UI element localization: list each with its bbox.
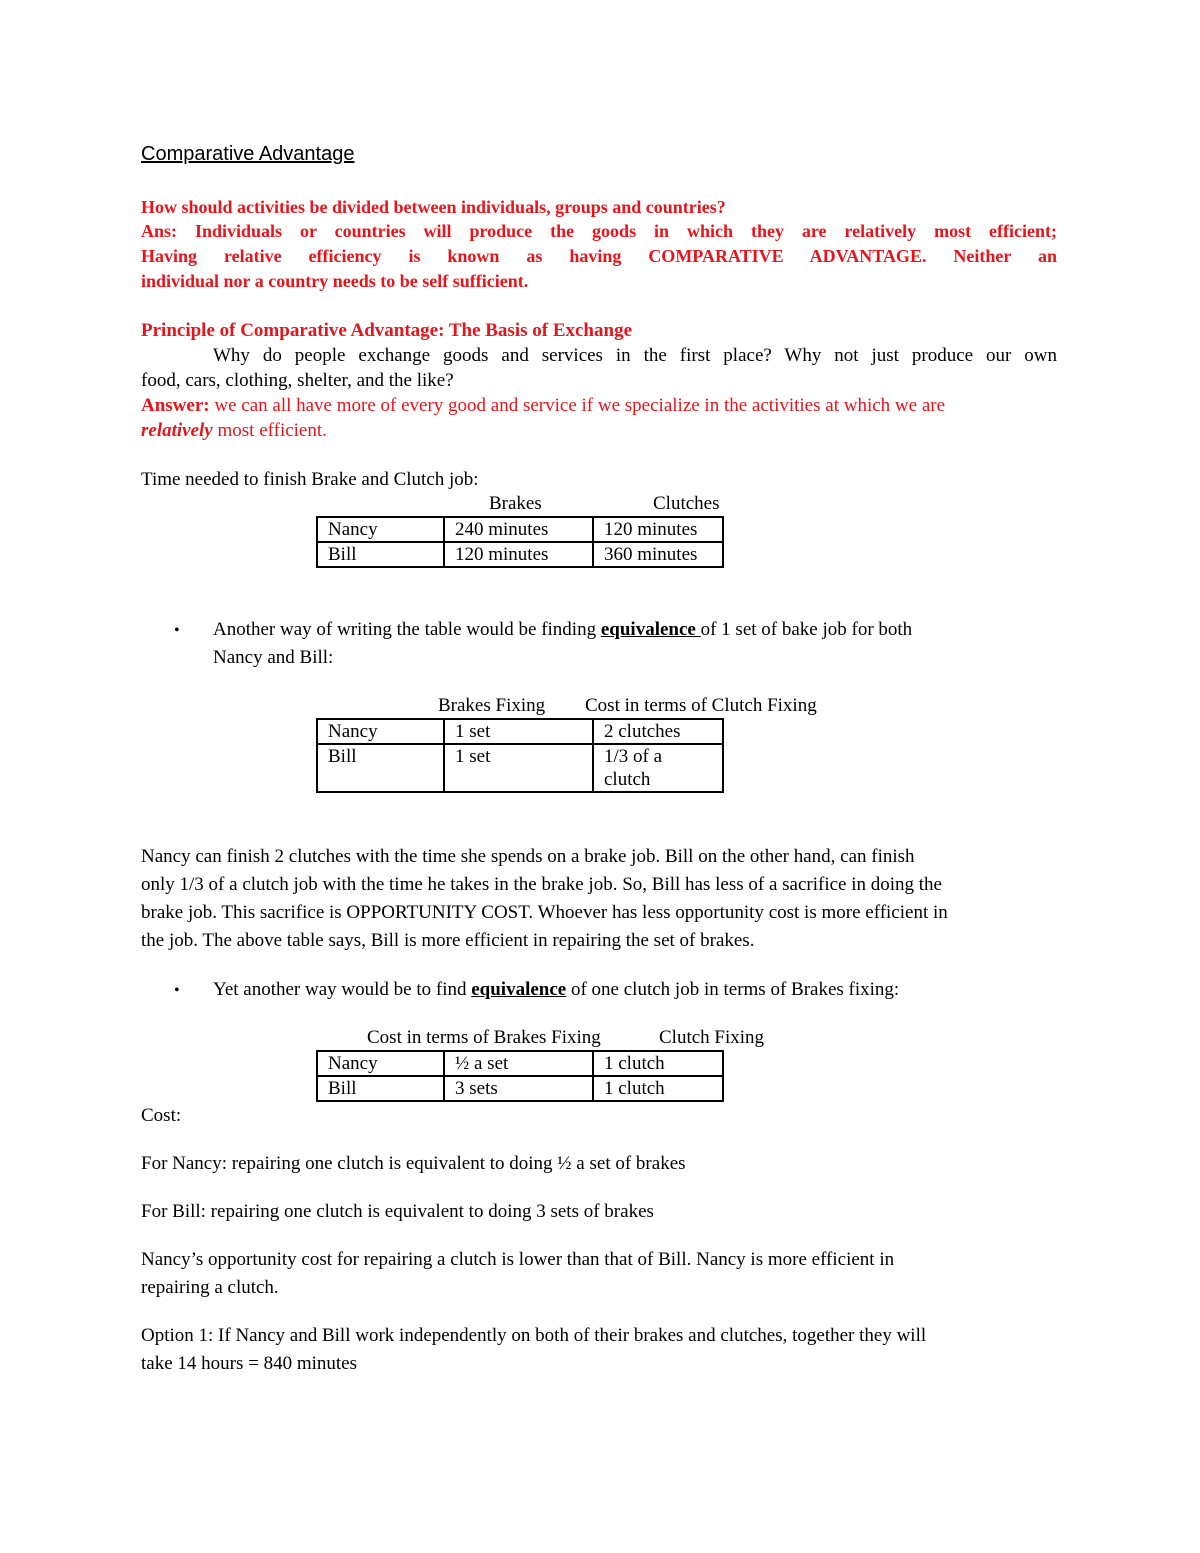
answer-line-1: Ans: Individuals or countries will produce the goods in which they are relatively most efficient;: [141, 221, 1057, 241]
answer-line-2: Having relative efficiency is known as having COMPARATIVE ADVANTAGE. Neither an: [141, 246, 1057, 266]
bullet2-text-after: of one clutch job in terms of Brakes fixing:: [566, 979, 900, 1000]
paragraph-line-3: brake job. This sacrifice is OPPORTUNITY COST. Whoever has less opportunity cost is more efficient in: [141, 902, 948, 923]
table-cell: 1 set: [444, 719, 593, 744]
question-text: How should activities be divided between individuals, groups and countries?: [141, 197, 726, 217]
table1-header-clutches: Clutches: [653, 493, 720, 514]
table-row: [317, 1076, 723, 1101]
table-cell: Nancy: [317, 517, 444, 542]
table-cell: 120 minutes: [593, 517, 723, 542]
table-cell: Bill: [317, 1076, 444, 1101]
answer2-text: we can all have more of every good and service if we specialize in the activities at which we are: [209, 395, 946, 416]
bullet2-emphasis: equivalence: [471, 979, 567, 1000]
table-cell: 240 minutes: [444, 517, 593, 542]
bullet-dot-1: •: [174, 622, 180, 639]
answer2-line-2: [141, 420, 327, 442]
table2-header-cost: Cost in terms of Clutch Fixing: [585, 695, 817, 716]
table-row: [317, 1051, 723, 1076]
answer2-text-2: most efficient.: [212, 420, 327, 441]
cell-line: 1/3 of a: [604, 746, 663, 767]
cost-bill: For Bill: repairing one clutch is equivalent to doing 3 sets of brakes: [141, 1201, 654, 1222]
cost-label: Cost:: [141, 1105, 182, 1126]
table-cell: 360 minutes: [593, 542, 723, 567]
bullet2-line: [213, 979, 899, 1001]
table-cell: 120 minutes: [444, 542, 593, 567]
table3-header-cost: Cost in terms of Brakes Fixing: [367, 1027, 601, 1048]
bullet1-line-2: Nancy and Bill:: [213, 647, 334, 668]
page-title: Comparative Advantage: [141, 143, 355, 165]
table-cell: Nancy: [317, 1051, 444, 1076]
table1: [316, 516, 724, 568]
paragraph-line-2: only 1/3 of a clutch job with the time he takes in the brake job. So, Bill has less of a sacrifice in doing the: [141, 874, 942, 895]
answer2-line-1: [141, 395, 945, 417]
table-cell: 2 clutches: [593, 719, 723, 744]
cell-line: clutch: [604, 769, 651, 790]
principle-heading: Principle of Comparative Advantage: The Basis of Exchange: [141, 320, 633, 341]
time-intro: Time needed to finish Brake and Clutch job:: [141, 469, 479, 490]
table3-header-clutch: Clutch Fixing: [659, 1027, 765, 1048]
table2: [316, 718, 724, 793]
answer-line-3: individual nor a country needs to be self sufficient.: [141, 271, 529, 291]
bullet2-text: Yet another way would be to find: [213, 979, 472, 1000]
answer2-label: Answer:: [141, 395, 210, 416]
answer2-italic-word: relatively: [141, 420, 213, 441]
table1-header-brakes: Brakes: [489, 493, 542, 514]
table-row: [317, 744, 723, 792]
conclusion-line-1: Nancy’s opportunity cost for repairing a clutch is lower than that of Bill. Nancy is more efficient in: [141, 1249, 895, 1270]
table-cell: Nancy: [317, 719, 444, 744]
bullet1-line-1: [213, 619, 912, 641]
table-row: [317, 719, 723, 744]
table2-header-brakes: Brakes Fixing: [438, 695, 546, 716]
table-cell: 1 clutch: [593, 1051, 723, 1076]
table-row: [317, 517, 723, 542]
bullet1-text-after: of 1 set of bake job for both: [700, 619, 913, 640]
conclusion-line-2: repairing a clutch.: [141, 1277, 279, 1298]
table-cell: 1 set: [444, 744, 593, 792]
bullet-dot-2: •: [174, 982, 180, 999]
paragraph-line-1: Nancy can finish 2 clutches with the time she spends on a brake job. Bill on the other hand, can finish: [141, 846, 915, 867]
table-cell: 3 sets: [444, 1076, 593, 1101]
table3: [316, 1050, 724, 1102]
table-cell: ½ a set: [444, 1051, 593, 1076]
cost-nancy: For Nancy: repairing one clutch is equivalent to doing ½ a set of brakes: [141, 1153, 686, 1174]
why-line-1: Why do people exchange goods and services in the first place? Why not just produce our own: [213, 345, 1057, 366]
option-line-2: take 14 hours = 840 minutes: [141, 1353, 357, 1374]
table-cell: [593, 744, 723, 792]
table-cell: Bill: [317, 744, 444, 792]
table-cell: 1 clutch: [593, 1076, 723, 1101]
paragraph-line-4: the job. The above table says, Bill is more efficient in repairing the set of brakes.: [141, 930, 755, 951]
option-line-1: Option 1: If Nancy and Bill work independently on both of their brakes and clutches, together they will: [141, 1325, 927, 1346]
table-row: [317, 542, 723, 567]
bullet1-emphasis: equivalence: [600, 619, 701, 640]
why-line-2: food, cars, clothing, shelter, and the like?: [141, 370, 454, 391]
bullet1-text: Another way of writing the table would be finding: [213, 619, 601, 640]
table-cell: Bill: [317, 542, 444, 567]
